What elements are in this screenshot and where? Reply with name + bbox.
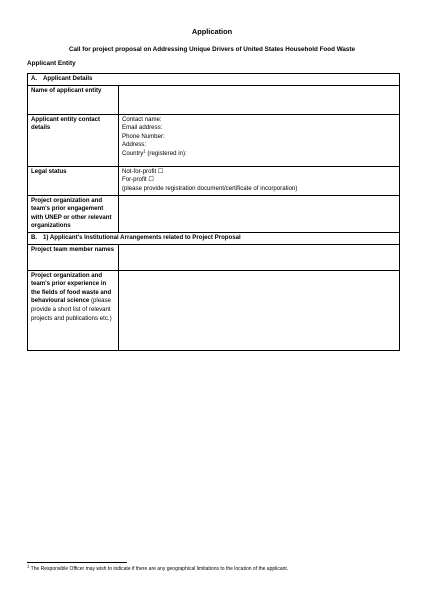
contact-name-line: Contact name: <box>122 115 162 123</box>
section-b-number: B. <box>31 233 38 241</box>
address-line: Address: <box>122 141 147 149</box>
applicant-form-table <box>27 73 400 351</box>
country-label: Country <box>122 149 144 157</box>
legal-value-cell <box>119 166 400 195</box>
experience-label-bold: Project organization and team's prior experience in the fields of food waste and behavioural science <box>31 271 112 305</box>
for-profit-option[interactable]: For-profit ☐ <box>122 176 154 184</box>
footnote-text: The Responsible Officer may wish to indicate if there are any geographical limitations to the location of the applicant. <box>29 566 289 572</box>
footnote-divider <box>27 562 127 563</box>
experience-row <box>28 270 400 350</box>
experience-value-cell[interactable] <box>119 270 400 350</box>
section-heading: Applicant Entity <box>27 60 76 67</box>
country-suffix: (registered in): <box>145 149 187 157</box>
experience-label <box>28 270 119 350</box>
document-title: Application <box>191 27 233 36</box>
not-for-profit-option[interactable]: Not-for-profit ☐ <box>122 167 164 175</box>
team-row <box>28 244 400 270</box>
prior-engagement-label: Project organization and team's prior engagement with UNEP or other relevant organizations <box>28 195 119 232</box>
name-row <box>28 85 400 114</box>
footnote-number: 1 <box>27 563 30 569</box>
footnote-ref: 1 <box>143 148 146 154</box>
section-a-header <box>28 74 400 86</box>
section-b-header-row <box>28 232 400 244</box>
country-line <box>122 150 396 159</box>
section-a-label: Applicant Details <box>43 75 93 82</box>
experience-label-note: (please provide a short list of relevant projects and publications etc.) <box>31 297 112 322</box>
section-a-header-row <box>28 74 400 86</box>
document-subtitle: Call for project proposal on Addressing Unique Drivers of United States Household Food Waste <box>68 46 356 53</box>
contact-label: Applicant entity contact details <box>28 114 119 166</box>
registration-note: (please provide registration document/certificate of incorporation) <box>122 184 298 192</box>
footnote <box>27 563 402 573</box>
prior-engagement-value-cell[interactable] <box>119 195 400 232</box>
legal-row <box>28 166 400 195</box>
name-label: Name of applicant entity <box>28 85 119 114</box>
legal-label: Legal status <box>28 166 119 195</box>
team-value-cell[interactable] <box>119 244 400 270</box>
name-value-cell[interactable] <box>119 85 400 114</box>
section-b-header <box>28 232 400 244</box>
contact-row <box>28 114 400 166</box>
email-line: Email address: <box>122 124 163 132</box>
team-label: Project team member names <box>28 244 119 270</box>
section-a-number: A. <box>31 75 38 82</box>
phone-line: Phone Number: <box>122 132 165 140</box>
section-b-label: 1) Applicant's Institutional Arrangements related to Project Proposal <box>43 233 241 241</box>
prior-engagement-row <box>28 195 400 232</box>
contact-value-cell[interactable] <box>119 114 400 166</box>
